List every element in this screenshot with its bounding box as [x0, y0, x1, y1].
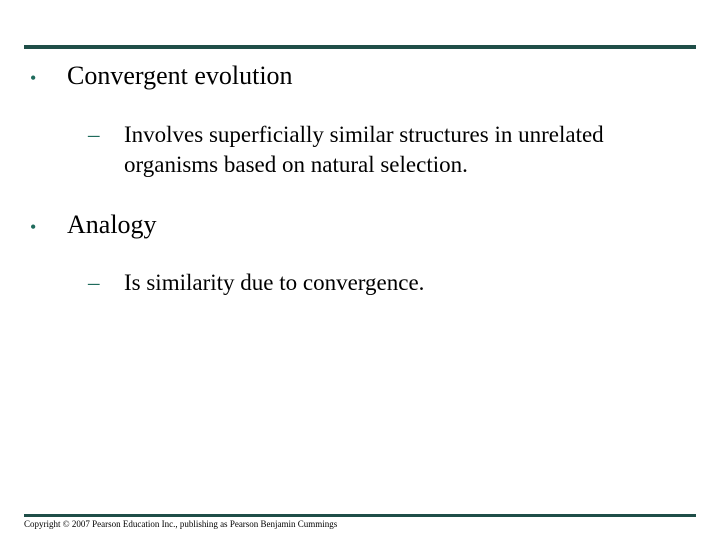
copyright-footer: Copyright © 2007 Pearson Education Inc., publishing as Pearson Benjamin Cummings: [24, 519, 338, 529]
bullet-label: Convergent evolution: [67, 61, 293, 90]
sub-bullet-text: Involves superficially similar structures in unrelated organisms based on natural selection.: [124, 122, 604, 177]
top-divider: [24, 45, 696, 49]
bullet-convergent-evolution: [30, 60, 293, 92]
bullet-analogy: [30, 209, 157, 241]
bullet-icon: •: [30, 217, 37, 237]
sub-bullet-analogy: [88, 268, 684, 298]
sub-bullet-text: Is similarity due to convergence.: [124, 270, 425, 295]
sub-bullet-convergent-evolution: [88, 120, 684, 180]
dash-icon: –: [88, 122, 100, 147]
dash-icon: –: [88, 270, 100, 295]
bullet-icon: •: [30, 68, 37, 88]
bullet-label: Analogy: [67, 210, 157, 239]
bottom-divider: [24, 514, 696, 517]
